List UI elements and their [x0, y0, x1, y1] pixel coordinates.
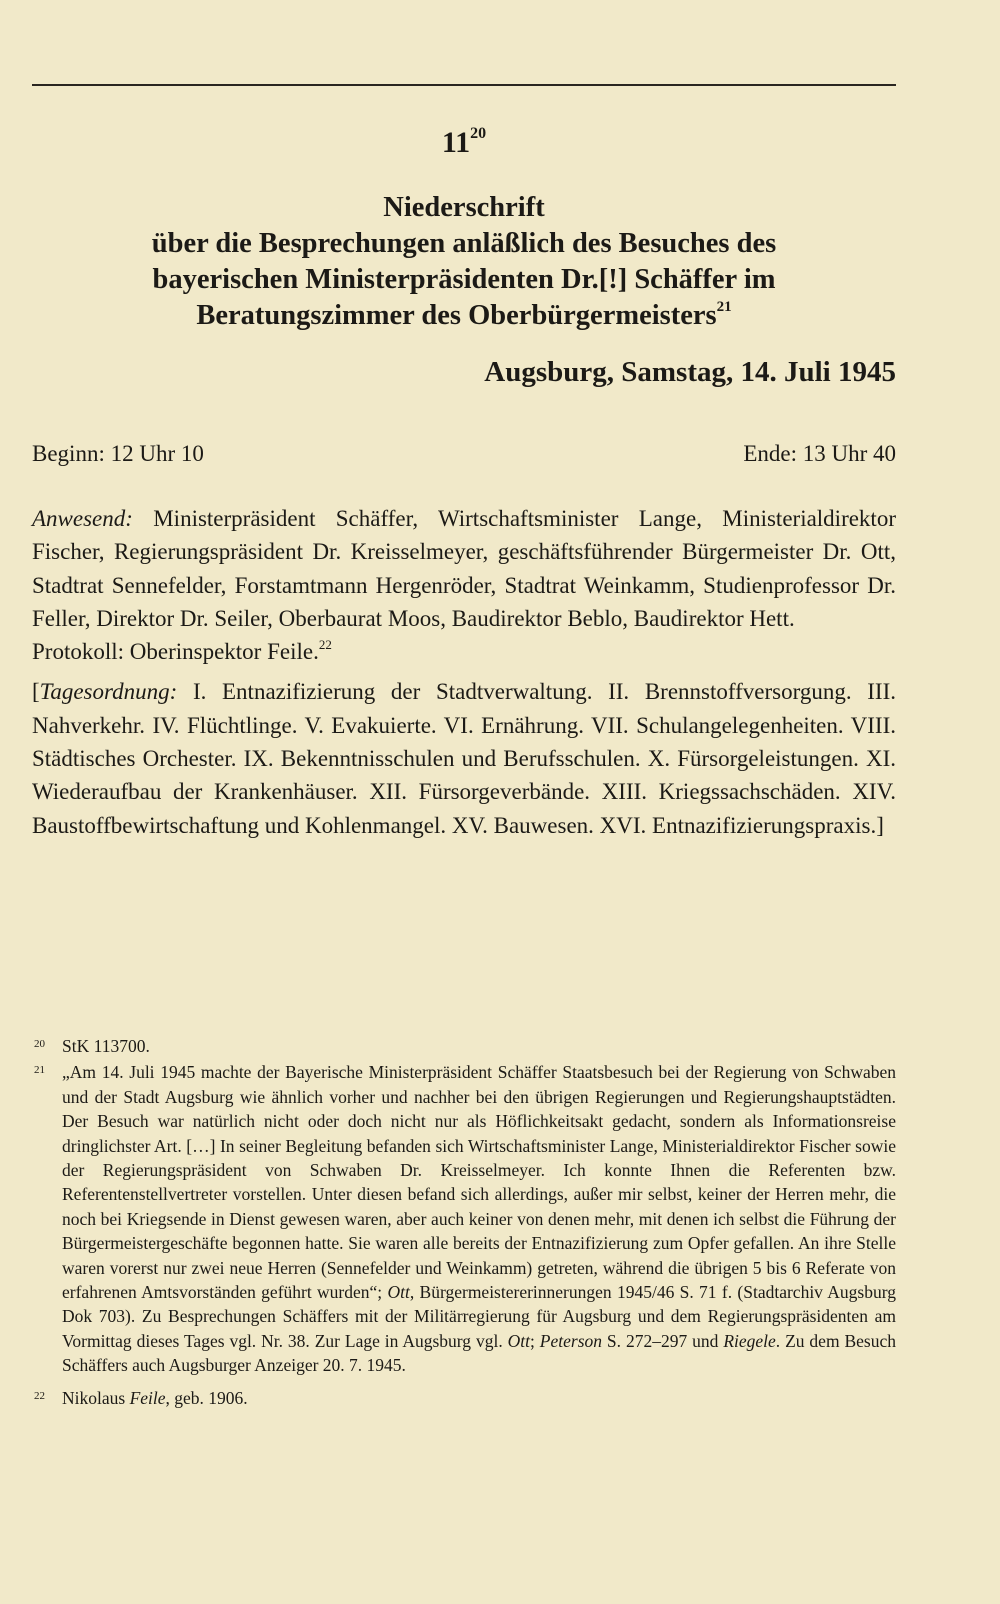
footnote-number: 21 [34, 1064, 45, 1077]
agenda-label: Tagesordnung: [39, 679, 178, 705]
meeting-times [32, 438, 896, 470]
footnote-22 [32, 1386, 896, 1410]
main-text [32, 502, 896, 842]
footnote-ref-20: 20 [470, 125, 487, 142]
footnote-text: , Bürgermeistererinnerungen 1945/46 S. 71 f. (Stadtarchiv Augsburg Dok 703). Zu Besprechungen Schäffers mit der Militärregierung für Augsburg und dem Regierungspräsidenten am Vormittag dieses Tages vgl. Nr. 38. Zur Lage in Augsburg vgl. [62, 1282, 896, 1351]
agenda-paragraph [32, 675, 896, 841]
footnote-20 [32, 1034, 896, 1058]
footnote-text: „Am 14. Juli 1945 machte der Bayerische Ministerpräsident Schäffer Staatsbesuch bei der Regierung von Schwaben und der Stadt Augsburg wie ähnlich vorher und nachher bei den übrigen Regierungen und Regierungshauptstädten. Der Besuch war natürlich nicht oder doch nicht nur als Höflichkeitsakt gedacht, sondern als Informationsreise dringlichster Art. […] In seiner Begleitung befanden sich Wirtschaftsminister Lange, Ministerialdirektor Fischer sowie der Regierungspräsident von Schwaben Dr. Kreisselmeyer. Ich konnte Ihnen die Referenten bzw. Referentenstellvertreter vorstellen. Unter diesen befand sich allerdings, außer mir selbst, keiner der Herren mehr, die noch bei Kriegsende in Dienst gewesen waren, aber auch keiner von denen mehr, mit denen ich selbst die Führung der Bürgermeistergeschäfte begonnen hatte. Sie waren alle bereits der Entnazifizierung zum Opfer gefallen. An ihre Stelle waren vorerst nur zwei neue Herren (Sennefelder und Weinkamm) getreten, während die übrigen 5 bis 6 Referate von erfahrenen Amtsvorständen geführt wurden“; [62, 1062, 896, 1303]
title-line-4 [32, 298, 896, 334]
agenda-items: I. Entnazifizierung der Stadtverwaltung. II. Brennstoffversorgung. III. Nahverkehr. IV. Flüchtlinge. V. Evakuierte. VI. Ernährung. VII. Schulangelegenheiten. VIII. Städtisches Orchester. IX. Bekenntnisschulen und Berufsschulen. X. Fürsorgeleistungen. XI. Wiederaufbau der Krankenhäuser. XII. Fürsorgeverbände. XIII. Kriegssachschäden. XIV. Baustoffbewirtschaftung und Kohlenmangel. XV. Bauwesen. XVI. Entnazifizierungspraxis.] [32, 679, 896, 838]
book-page [32, 0, 896, 1604]
title-line-4-text: Beratungszimmer des Oberbürgermeisters [196, 300, 717, 331]
agenda-bracket: [ [32, 679, 40, 705]
footnote-person-name: Feile [129, 1387, 166, 1408]
footnote-author: Ott [507, 1330, 530, 1351]
attendance-list: Ministerpräsident Schäffer, Wirtschaftsminister Lange, Ministerialdirektor Fischer, Regierungspräsident Dr. Kreisselmeyer, geschäftsführender Bürgermeister Dr. Ott, Stadtrat Sennefelder, Forstamtmann Hergenröder, Stadtrat Weinkamm, Studienprofessor Dr. Feller, Direktor Dr. Seiler, Oberbaurat Moos, Baudirektor Beblo, Baudirektor Hett. [32, 506, 896, 631]
footnote-21 [32, 1060, 896, 1377]
attendance-label: Anwesend: [32, 506, 133, 531]
footnote-text: StK 113700. [62, 1036, 150, 1056]
title-line-2: über die Besprechungen anläßlich des Besuches des [151, 228, 777, 259]
footnote-text: ; [530, 1330, 540, 1351]
end-time: Ende: 13 Uhr 40 [743, 441, 896, 466]
footnote-text: , geb. 1906. [165, 1387, 248, 1408]
footnote-text: S. 272–297 und [602, 1330, 724, 1351]
footnote-author: Riegele [723, 1330, 776, 1351]
document-number [32, 126, 896, 160]
footnote-text: . Zu dem Besuch Schäffers auch Augsburger Anzeiger 20. 7. 1945. [62, 1330, 897, 1376]
title-line-3: bayerischen Ministerpräsidenten Dr.[!] Schäffer im [152, 264, 776, 295]
footnote-author: Peterson [539, 1330, 603, 1351]
protocol-text: Protokoll: Oberinspektor Feile. [32, 639, 319, 665]
document-number-value: 11 [441, 126, 471, 159]
footnote-author: Ott [387, 1282, 410, 1303]
footnote-ref-22: 22 [318, 637, 332, 653]
attendance-paragraph [32, 502, 896, 635]
footnote-text: Nikolaus [62, 1387, 130, 1408]
footnote-ref-21: 21 [716, 299, 732, 315]
title-line-1: Niederschrift [383, 192, 545, 223]
protocol-line [32, 635, 896, 668]
footnote-number: 22 [34, 1389, 45, 1402]
footnote-number: 20 [34, 1038, 45, 1050]
place-date: Augsburg, Samstag, 14. Juli 1945 [484, 356, 896, 388]
header-rule [32, 84, 896, 86]
document-title [32, 190, 896, 334]
begin-time: Beginn: 12 Uhr 10 [32, 441, 204, 466]
footnotes [32, 1034, 896, 1414]
